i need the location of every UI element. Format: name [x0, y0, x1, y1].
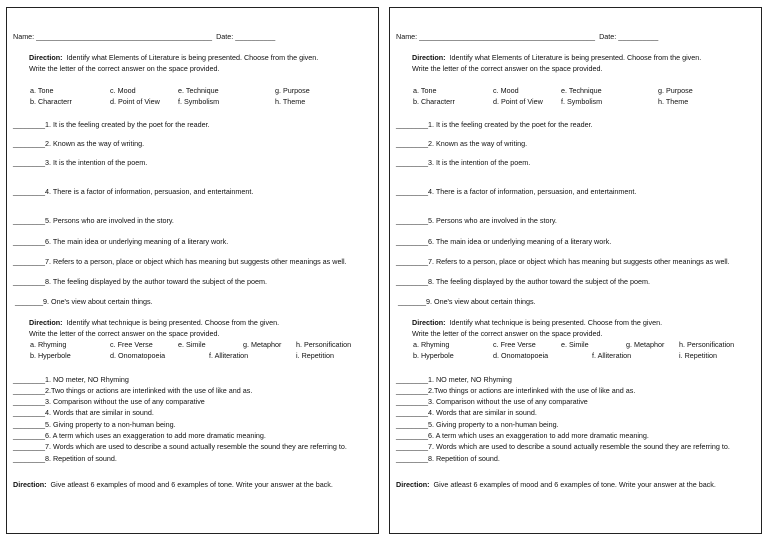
item-text: 1. It is the feeling created by the poet for the reader.	[427, 120, 593, 129]
answer-blank[interactable]: ________	[13, 158, 45, 167]
answer-blank[interactable]: ________	[13, 139, 45, 148]
item-text: 2. Known as the way of writing.	[44, 139, 145, 148]
choice-item: f. Symbolism	[178, 97, 220, 106]
item-text: 5. Giving property to a non-human being.	[427, 420, 559, 429]
question-row	[396, 431, 649, 440]
question-row	[13, 187, 253, 196]
name-date-line	[13, 32, 275, 41]
choice-item: f. Alliteration	[209, 351, 249, 360]
direction-label: Direction:	[412, 53, 446, 62]
choice-item: h. Personification	[296, 340, 352, 349]
question-row	[13, 454, 117, 463]
item-text: 1. It is the feeling created by the poet for the reader.	[44, 120, 210, 129]
choice-item: g. Metaphor	[626, 340, 665, 349]
question-row	[13, 386, 252, 395]
question-row	[396, 237, 611, 246]
item-text: 4. Words that are similar in sound.	[44, 408, 154, 417]
question-row	[396, 454, 500, 463]
question-row	[396, 442, 730, 451]
item-text: 4. There is a factor of information, persuasion, and entertainment.	[44, 187, 254, 196]
answer-blank[interactable]: _______	[398, 297, 426, 306]
item-text: 7. Words which are used to describe a sound actually resemble the sound they are referring to.	[44, 442, 347, 451]
choice-item: c. Free Verse	[110, 340, 153, 349]
answer-blank[interactable]: ________	[13, 375, 45, 384]
item-text: 6. A term which uses an exaggeration to add more dramatic meaning.	[44, 431, 266, 440]
answer-blank[interactable]: ________	[396, 431, 428, 440]
choice-item: b. Characterr	[413, 97, 455, 106]
question-row	[13, 237, 228, 246]
direction-text: Identify what technique is being presented. Choose from the given.	[449, 318, 663, 327]
item-text: 6. The main idea or underlying meaning of a literary work.	[44, 237, 229, 246]
direction-3	[396, 480, 716, 489]
question-row	[396, 420, 559, 429]
item-text: 3. It is the intention of the poem.	[44, 158, 148, 167]
choice-item: a. Rhyming	[413, 340, 450, 349]
answer-blank[interactable]: ________	[13, 408, 45, 417]
choice-item: e. Simile	[561, 340, 589, 349]
question-row	[396, 187, 636, 196]
answer-blank[interactable]: ________	[396, 237, 428, 246]
question-row	[13, 397, 205, 406]
item-text: 5. Persons who are involved in the story.	[44, 216, 174, 225]
item-text: 8. Repetition of sound.	[427, 454, 500, 463]
item-text: 6. A term which uses an exaggeration to add more dramatic meaning.	[427, 431, 649, 440]
question-row	[13, 408, 154, 417]
question-row	[396, 397, 588, 406]
question-row	[398, 297, 536, 306]
choice-item: c. Mood	[110, 86, 136, 95]
answer-blank[interactable]: ________	[396, 386, 428, 395]
item-text: 7. Words which are used to describe a sound actually resemble the sound they are referring to.	[427, 442, 730, 451]
answer-blank[interactable]: ________	[13, 386, 45, 395]
item-text: 4. Words that are similar in sound.	[427, 408, 537, 417]
item-text: 8. The feeling displayed by the author toward the subject of the poem.	[427, 277, 651, 286]
choice-item: a. Rhyming	[30, 340, 67, 349]
item-text: 7. Refers to a person, place or object which has meaning but suggests other meanings as well.	[427, 257, 730, 266]
answer-blank[interactable]: ________	[13, 237, 45, 246]
item-text: 8. Repetition of sound.	[44, 454, 117, 463]
choice-item: f. Symbolism	[561, 97, 603, 106]
choice-item: e. Technique	[561, 86, 602, 95]
question-row	[13, 375, 129, 384]
question-row	[15, 297, 153, 306]
direction-2	[412, 318, 662, 327]
answer-blank[interactable]: ________	[396, 257, 428, 266]
choice-item: f. Alliteration	[592, 351, 632, 360]
answer-blank[interactable]: ________	[396, 454, 428, 463]
question-row	[13, 139, 144, 148]
item-text: 8. The feeling displayed by the author toward the subject of the poem.	[44, 277, 268, 286]
item-text: 9. One's view about certain things.	[42, 297, 153, 306]
answer-blank[interactable]: ________	[13, 431, 45, 440]
name-label: Name:	[396, 32, 418, 41]
choice-item: h. Theme	[658, 97, 689, 106]
answer-blank[interactable]: ________	[13, 257, 45, 266]
answer-blank[interactable]: ________	[13, 120, 45, 129]
item-text: 1. NO meter, NO Rhyming	[427, 375, 512, 384]
choice-item: b. Characterr	[30, 97, 72, 106]
direction-text: Give atleast 6 examples of mood and 6 examples of tone. Write your answer at the back.	[50, 480, 333, 489]
direction-text: Identify what Elements of Literature is being presented. Choose from the given.	[449, 53, 702, 62]
direction-2-line2: Write the letter of the correct answer on the space provided.	[29, 329, 220, 338]
direction-2-line2: Write the letter of the correct answer on the space provided.	[412, 329, 603, 338]
question-row	[396, 139, 527, 148]
answer-blank[interactable]: ________	[13, 454, 45, 463]
direction-2	[29, 318, 279, 327]
item-text: 3. Comparison without the use of any comparative	[44, 397, 205, 406]
choice-item: g. Purpose	[658, 86, 693, 95]
question-row	[396, 216, 557, 225]
direction-label: Direction:	[412, 318, 446, 327]
choice-item: b. Hyperbole	[30, 351, 71, 360]
answer-blank[interactable]: ________	[13, 187, 45, 196]
item-text: 3. Comparison without the use of any comparative	[427, 397, 588, 406]
question-row	[396, 408, 537, 417]
question-row	[396, 375, 512, 384]
question-row	[13, 158, 147, 167]
choice-item: g. Purpose	[275, 86, 310, 95]
date-label: Date:	[216, 32, 234, 41]
question-row	[396, 277, 650, 286]
direction-label: Direction:	[29, 53, 63, 62]
choice-item: e. Technique	[178, 86, 219, 95]
choice-item: d. Point of View	[493, 97, 543, 106]
direction-label: Direction:	[13, 480, 47, 489]
answer-blank[interactable]: ________	[396, 408, 428, 417]
item-text: 2.Two things or actions are interlinked with the use of like and as.	[427, 386, 636, 395]
date-label: Date:	[599, 32, 617, 41]
direction-label: Direction:	[396, 480, 430, 489]
choice-item: d. Onomatopoeia	[493, 351, 549, 360]
item-text: 5. Persons who are involved in the story.	[427, 216, 557, 225]
answer-blank[interactable]: ________	[396, 277, 428, 286]
item-text: 9. One's view about certain things.	[425, 297, 536, 306]
item-text: 7. Refers to a person, place or object which has meaning but suggests other meanings as well.	[44, 257, 347, 266]
choice-item: a. Tone	[413, 86, 437, 95]
item-text: 1. NO meter, NO Rhyming	[44, 375, 129, 384]
item-text: 3. It is the intention of the poem.	[427, 158, 531, 167]
direction-1	[29, 53, 318, 62]
question-row	[13, 216, 174, 225]
question-row	[13, 277, 267, 286]
answer-blank[interactable]: ________	[396, 158, 428, 167]
choice-item: c. Mood	[493, 86, 519, 95]
answer-blank[interactable]: ________	[396, 120, 428, 129]
choice-item: d. Point of View	[110, 97, 160, 106]
question-row	[396, 158, 530, 167]
choice-item: h. Personification	[679, 340, 735, 349]
worksheet-left	[6, 7, 379, 534]
choice-item: c. Free Verse	[493, 340, 536, 349]
choice-item: h. Theme	[275, 97, 306, 106]
question-row	[396, 257, 730, 266]
choice-item: g. Metaphor	[243, 340, 282, 349]
answer-blank[interactable]: ________	[396, 420, 428, 429]
answer-blank[interactable]: ________	[396, 139, 428, 148]
direction-text: Give atleast 6 examples of mood and 6 examples of tone. Write your answer at the back.	[433, 480, 716, 489]
question-row	[13, 257, 347, 266]
name-date-line	[396, 32, 658, 41]
direction-3	[13, 480, 333, 489]
item-text: 6. The main idea or underlying meaning of a literary work.	[427, 237, 612, 246]
answer-blank[interactable]: _______	[15, 297, 43, 306]
name-label: Name:	[13, 32, 35, 41]
choice-item: e. Simile	[178, 340, 206, 349]
answer-blank[interactable]: ________	[13, 442, 45, 451]
question-row	[13, 120, 210, 129]
item-text: 4. There is a factor of information, persuasion, and entertainment.	[427, 187, 637, 196]
worksheet-right	[389, 7, 762, 534]
choice-item: d. Onomatopoeia	[110, 351, 166, 360]
direction-label: Direction:	[29, 318, 63, 327]
direction-1-line2: Write the letter of the correct answer on the space provided.	[412, 64, 603, 73]
question-row	[13, 420, 176, 429]
direction-1	[412, 53, 701, 62]
name-field[interactable]: ____________________________________________	[419, 32, 596, 41]
direction-1-line2: Write the letter of the correct answer on the space provided.	[29, 64, 220, 73]
item-text: 5. Giving property to a non-human being.	[44, 420, 176, 429]
question-row	[396, 120, 593, 129]
question-row	[13, 431, 266, 440]
date-field[interactable]: __________	[618, 32, 659, 41]
direction-text: Identify what Elements of Literature is being presented. Choose from the given.	[66, 53, 319, 62]
answer-blank[interactable]: ________	[13, 277, 45, 286]
choice-item: i. Repetition	[679, 351, 717, 360]
choice-item: a. Tone	[30, 86, 54, 95]
item-text: 2. Known as the way of writing.	[427, 139, 528, 148]
question-row	[13, 442, 347, 451]
answer-blank[interactable]: ________	[396, 187, 428, 196]
answer-blank[interactable]: ________	[13, 420, 45, 429]
date-field[interactable]: __________	[235, 32, 276, 41]
answer-blank[interactable]: ________	[13, 216, 45, 225]
choice-item: i. Repetition	[296, 351, 334, 360]
answer-blank[interactable]: ________	[396, 375, 428, 384]
question-row	[396, 386, 635, 395]
name-field[interactable]: ____________________________________________	[36, 32, 213, 41]
answer-blank[interactable]: ________	[396, 442, 428, 451]
item-text: 2.Two things or actions are interlinked with the use of like and as.	[44, 386, 253, 395]
direction-text: Identify what technique is being presented. Choose from the given.	[66, 318, 280, 327]
answer-blank[interactable]: ________	[396, 397, 428, 406]
answer-blank[interactable]: ________	[13, 397, 45, 406]
answer-blank[interactable]: ________	[396, 216, 428, 225]
choice-item: b. Hyperbole	[413, 351, 454, 360]
